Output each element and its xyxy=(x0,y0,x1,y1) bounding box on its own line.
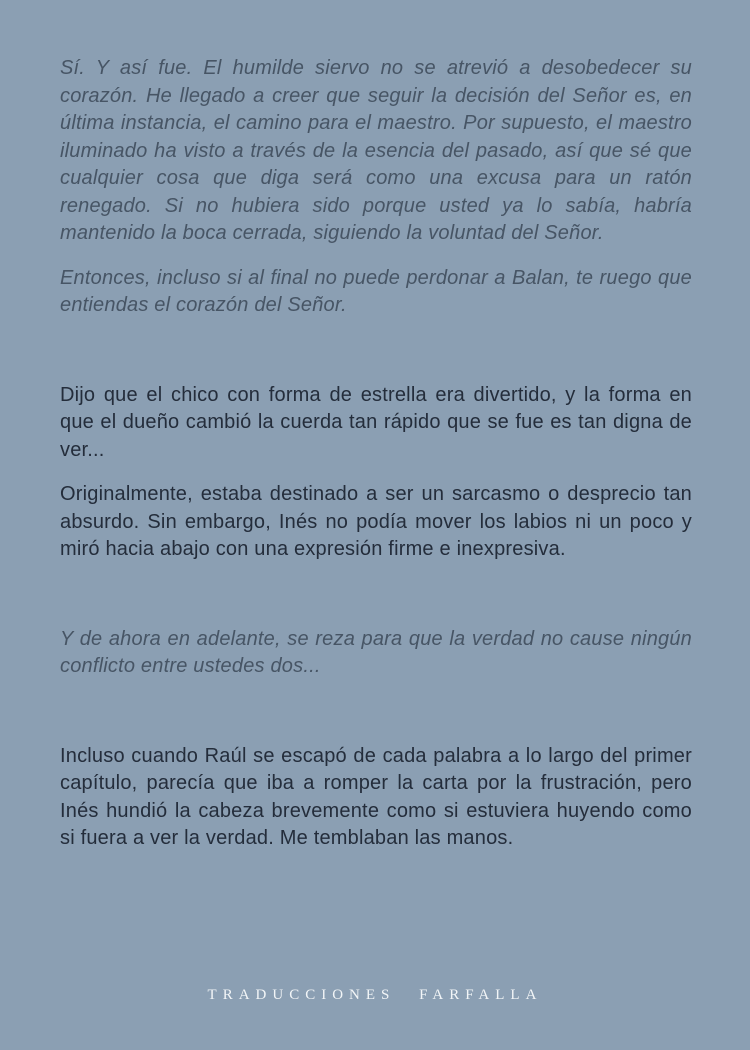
prose-paragraph-1: Dijo que el chico con forma de estrella era divertido, y la forma en que el dueño cambió la cuerda tan rápido que se fue es tan digna de ver... xyxy=(60,383,692,461)
prose-paragraph-2: Originalmente, estaba destinado a ser un sarcasmo o desprecio tan absurdo. Sin embargo, Inés no podía mover los labios ni un poco y miró hacia abajo con una expresión firme e inexpresiva. xyxy=(60,483,692,560)
narration-paragraph-3: Y de ahora en adelante, se reza para que la verdad no cause ningún conflicto entre ustedes dos... xyxy=(60,627,692,677)
narration-paragraph-2: Entonces, incluso si al final no puede perdonar a Balan, te ruego que entiendas el corazón del Señor. xyxy=(60,266,692,316)
narration-paragraph-1: Sí. Y así fue. El humilde siervo no se atrevió a desobedecer su corazón. He llegado a creer que seguir la decisión del Señor es, en última instancia, el camino para el maestro. Por supuesto, el maestro iluminado ha visto a través de la esencia del pasado, así que sé que cualquier cosa que diga será como una excusa para un ratón renegado. Si no hubiera sido porque usted ya lo sabía, habría mantenido la boca cerrada, siguiendo la voluntad del Señor. xyxy=(60,57,692,244)
prose-paragraph-3: Incluso cuando Raúl se escapó de cada palabra a lo largo del primer capítulo, parecía que iba a romper la carta por la frustración, pero Inés hundió la cabeza brevemente como si estuviera huyendo como si fuera a ver la verdad. Me temblaban las manos. xyxy=(60,744,692,849)
translator-credit: TRADUCCIONES FARFALLA xyxy=(207,987,543,1003)
